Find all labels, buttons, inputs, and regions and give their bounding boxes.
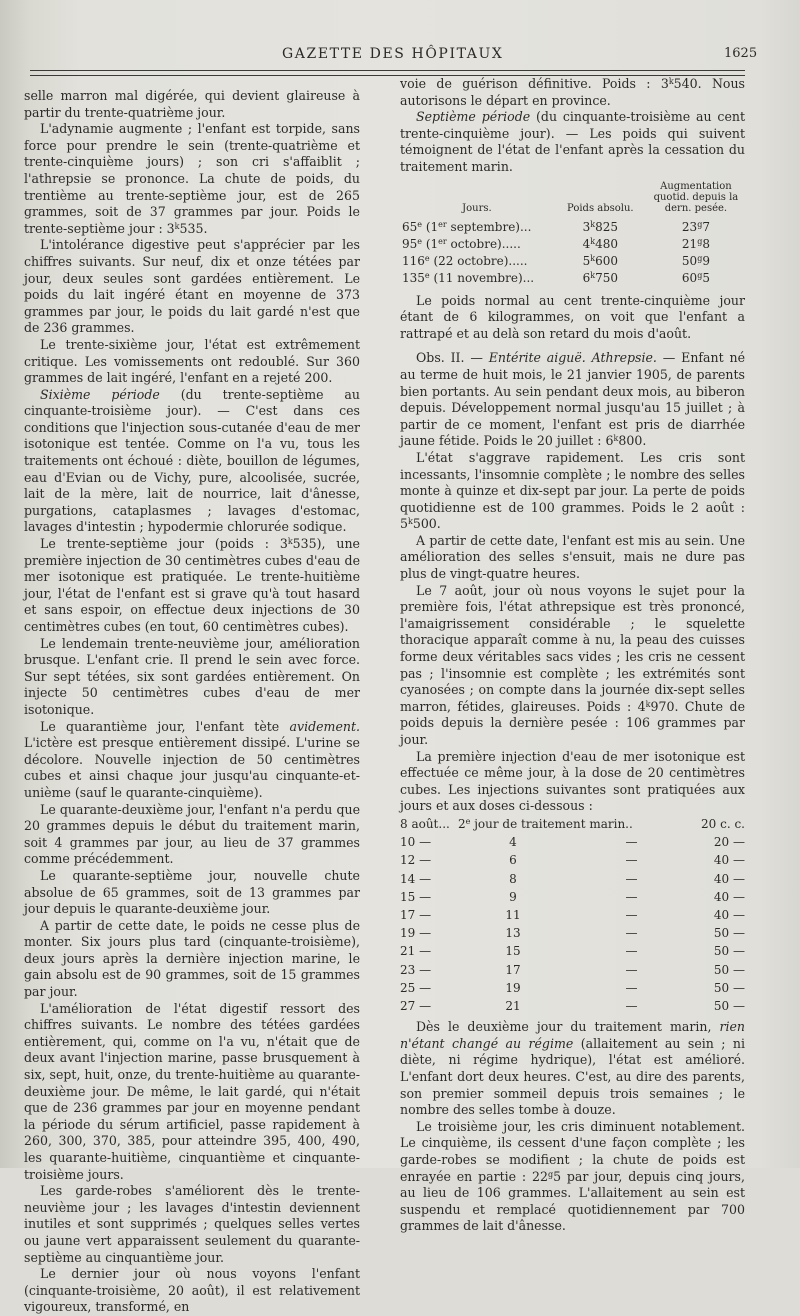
injection-cell: 21 —: [400, 944, 432, 959]
injection-cell: 17: [505, 962, 521, 977]
right-bottom-paragraph: Dès le deuxième jour du traitement marin, rien n'étant changé au régime (allaitement au sein ; ni diète, ni régime hydrique), l'état est amélioré. L'enfant dort deux heures. C'est, au dire des parents, son premier sommeil depuis trois semaines ; le nombre des selles tombe à douze.: [400, 1019, 745, 1118]
injection-row: [400, 924, 745, 942]
injection-cell: 20 —: [713, 835, 745, 850]
injection-cell: 12 —: [400, 853, 432, 868]
weights-row: [400, 253, 745, 270]
injection-cell: 9: [509, 889, 517, 904]
left-paragraph: selle marron mal digérée, qui devient glaireuse à partir du trente-quatrième jour.: [24, 88, 360, 120]
injection-row: [400, 961, 745, 979]
left-paragraph: L'intolérance digestive peut s'apprécier par les chiffres suivants. Sur neuf, dix et onze tétées par jour, deux seules sont gardées entièrement. Le poids du lait ingéré étant en moyenne de 373 grammes par jour, le poids du lait gardé n'est que de 236 grammes.: [24, 237, 360, 336]
injection-cell: 40 —: [713, 871, 745, 886]
injection-row: [400, 870, 745, 888]
injection-cell: 50 —: [713, 999, 745, 1013]
left-paragraph: A partir de cette date, le poids ne cesse plus de monter. Six jours plus tard (cinquante-troisième), deux jours après la dernière injection marine, le gain absolu est de 90 grammes, soit de 15 grammes par jour.: [24, 917, 360, 1000]
injection-row: [400, 979, 745, 997]
injection-cell: 40 —: [713, 907, 745, 922]
weights-value: 6$^k$750: [582, 270, 619, 285]
right-mid-paragraph: Le 7 août, jour où nous voyons le sujet pour la première fois, l'état athrepsique est très prononcé, l'amaigrissement considérable ; le squelette thoracique apparaît comme à nu, la peau des cuisses forme deux véritables sacs vides ; les cris ne cessent pas ; l'insomnie est complète ; les extrémités sont cyanosées ; on compte dans la journée dix-sept selles marron, fétides, glaireuses. Poids : 4$^k$970. Chute de poids depuis la dernière pesée : 106 grammes par jour.: [400, 582, 745, 747]
injection-cell: 15 —: [400, 889, 432, 904]
injection-cell: 50 —: [713, 926, 745, 941]
left-paragraph: Le dernier jour où nous voyons l'enfant (cinquante-troisième, 20 août), il est relativement vigoureux, transformé, en: [24, 1266, 360, 1315]
injection-cell: —: [625, 853, 638, 868]
left-paragraph: Le quarantième jour, l'enfant tète avidement. L'ictère est presque entièrement dissipé. L'urine se décolore. Nouvelle injection de 50 centimètres cubes et ainsi chaque jour jusqu'au cinquante-et-unième (sauf le quarante-cinquième).: [24, 718, 360, 800]
injection-cell: 20 c. c.: [701, 816, 745, 831]
weights-day: 116e (22 octobre).....: [402, 253, 528, 268]
right-mid-paragraph: Le poids normal au cent trente-cinquième jour étant de 6 kilogrammes, on voit que l'enfant a rattrapé et au delà son retard du mois d'août.: [400, 292, 745, 341]
injection-cell: 19 —: [400, 926, 432, 941]
injection-cell: 40 —: [713, 889, 745, 904]
page-header: [0, 44, 800, 64]
injection-cell: —: [625, 835, 638, 850]
injection-cell: 4: [509, 835, 517, 850]
injections-table: [400, 815, 745, 1015]
right-mid-paragraph: L'état s'aggrave rapidement. Les cris sont incessants, l'insomnie complète ; le nombre des selles monte à quinze et dix-sept par jour. La perte de poids quotidienne est de 100 grammes. Poids le 2 août : 5$^k$500.: [400, 449, 745, 532]
injection-cell: 50 —: [713, 980, 745, 995]
weights-header-weight: Poids absolu.: [567, 202, 634, 214]
injection-row: [400, 833, 745, 851]
left-paragraph: Le quarante-septième jour, nouvelle chute absolue de 65 grammes, soit de 13 grammes par jour depuis le quarante-deuxième jour.: [24, 867, 360, 917]
right-top-paragraph: Septième période (du cinquante-troisième au cent trente-cinquième jour). — Les poids qui suivent témoignent de l'état de l'enfant après la cessation du traitement marin.: [400, 109, 746, 174]
injection-cell: 10 —: [400, 835, 432, 850]
injection-cell: —: [625, 926, 638, 941]
injection-cell: 13: [505, 926, 521, 941]
left-paragraph: Le trente-sixième jour, l'état est extrêmement critique. Les vomissements ont redoublé. Sur 360 grammes de lait ingéré, l'enfant en a rejeté 200.: [24, 336, 360, 386]
journal-title: GAZETTE DES HÔPITAUX: [282, 46, 504, 62]
weights-header-days: Jours.: [462, 202, 492, 214]
injection-row: [400, 906, 745, 924]
weights-value: 5$^k$600: [582, 253, 619, 268]
right-column-bottom: [400, 1019, 745, 1235]
injection-row: [400, 942, 745, 960]
left-paragraph: Le quarante-deuxième jour, l'enfant n'a perdu que 20 grammes depuis le début du traitement marin, soit 4 grammes par jour, au lieu de 37 grammes comme précédemment.: [24, 801, 360, 867]
injection-cell: —: [625, 944, 638, 959]
injection-cell: 8 août...: [400, 816, 450, 831]
right-mid-paragraph: La première injection d'eau de mer isotonique est effectuée ce même jour, à la dose de 20 centimètres cubes. Les injections suivantes sont pratiquées aux jours et aux doses ci-dessous :: [400, 748, 745, 814]
weights-row: [400, 236, 745, 253]
weights-value: 3$^k$825: [582, 219, 619, 234]
injection-cell: 2e jour de traitement marin..: [458, 816, 633, 831]
weights-table: [400, 180, 745, 287]
injection-cell: 11: [505, 907, 521, 922]
injection-cell: 25 —: [400, 980, 432, 995]
weights-header-increase: Augmentation quotid. depuis la dern. pesée.: [653, 180, 739, 214]
left-paragraph: L'adynamie augmente ; l'enfant est torpide, sans force pour prendre le sein (trente-quatrième et trente-cinquième jours) ; son cri s'affaiblit ; l'athrepsie se prononce. La chute de poids, du trentième au trente-septième jour, est de 265 grammes, soit de 37 grammes par jour. Poids le trente-septième jour : 3$^k$535.: [24, 121, 360, 236]
injection-row: [400, 997, 745, 1015]
left-paragraph: Le lendemain trente-neuvième jour, amélioration brusque. L'enfant crie. Il prend le sein avec force. Sur sept tétées, six sont gardées entièrement. On injecte 50 centimètres cubes d'eau de mer isotonique.: [24, 635, 360, 717]
injection-cell: —: [625, 962, 638, 977]
injection-row: [400, 815, 745, 833]
injection-cell: —: [625, 889, 638, 904]
injection-cell: 6: [509, 853, 517, 868]
right-bottom-paragraph: Le troisième jour, les cris diminuent notablement. Le cinquième, ils cessent d'une façon complète ; les garde-robes se modifient ; la chute de poids est enrayée en partie : 22$^g$5 par jour, depuis cinq jours, au lieu de 106 grammes. L'allaitement au sein est suspendu et remplacé quotidiennement par 700 grammes de lait d'ânesse.: [400, 1118, 745, 1234]
weights-value: 4$^k$480: [582, 236, 619, 251]
injection-cell: —: [625, 871, 638, 886]
weights-increase: 50$^g$9: [681, 253, 710, 268]
injection-cell: —: [625, 999, 638, 1013]
injection-cell: 19: [505, 980, 521, 995]
right-mid-paragraph: Obs. II. — Entérite aiguë. Athrepsie. — Enfant né au terme de huit mois, le 21 janvier 1905, de parents bien portants. Au sein pendant deux mois, au biberon depuis. Développement normal jusqu'au 15 juillet ; à partir de ce moment, l'enfant est pris de diarrhée jaune fétide. Poids le 20 juillet : 6$^k$800.: [400, 350, 745, 449]
injection-cell: —: [625, 907, 638, 922]
header-rule: [30, 70, 745, 71]
injection-cell: 17 —: [400, 907, 432, 922]
left-paragraph: Sixième période (du trente-septième au cinquante-troisième jour). — C'est dans ces conditions que l'injection sous-cutanée d'eau de mer isotonique est tentée. Comme on l'a vu, tous les traitements ont échoué : diète, bouillon de légumes, eau d'Evian ou de Vichy, pure, alcoolisée, sucrée, lait de la mère, lait de nourrice, lait d'ânesse, purgations, cataplasmes ; lavages d'estomac, lavages d'intestin ; hypodermie chlorurée sodique.: [24, 386, 360, 535]
right-column-obs-ii: [400, 293, 745, 815]
injection-cell: 21: [505, 999, 521, 1013]
injection-cell: 15: [505, 944, 521, 959]
right-column: [400, 76, 745, 1235]
weights-day: 65e (1er septembre)...: [402, 219, 532, 234]
weights-increase: 23$^g$7: [681, 219, 710, 234]
weights-day: 95e (1er octobre).....: [402, 236, 521, 251]
injection-cell: 8: [509, 871, 517, 886]
left-column: [24, 88, 360, 1316]
injection-cell: —: [625, 980, 638, 995]
injection-cell: 50 —: [713, 944, 745, 959]
right-mid-paragraph: A partir de cette date, l'enfant est mis au sein. Une amélioration des selles s'ensuit, mais ne dure pas plus de vingt-quatre heures.: [400, 532, 745, 582]
injection-cell: 40 —: [713, 853, 745, 868]
injection-cell: 23 —: [400, 962, 432, 977]
weights-increase: 60$^g$5: [681, 270, 710, 285]
left-paragraph: L'amélioration de l'état digestif ressort des chiffres suivants. Le nombre des tétées gardées entièrement, qui, comme on l'a vu, n'était que de deux avant l'injection marine, passe brusquement à six, sept, huit, onze, du trente-huitième au quarante-deuxième jour. De même, le lait gardé, qui n'était que de 236 grammes par jour en moyenne pendant la période du sérum artificiel, passe rapidement à 260, 300, 370, 385, pour atteindre 395, 400, 490, les quarante-huitième, cinquantième et cinquante-troisième jours.: [24, 1000, 360, 1182]
injection-cell: 27 —: [400, 999, 432, 1013]
injection-cell: 14 —: [400, 871, 432, 886]
injection-row: [400, 888, 745, 906]
injection-row: [400, 851, 745, 869]
weights-row: [400, 270, 745, 287]
weights-row: [400, 219, 745, 236]
weights-increase: 21$^g$8: [681, 236, 710, 251]
right-column-top: [400, 76, 745, 176]
left-paragraph: Le trente-septième jour (poids : 3$^k$535), une première injection de 30 centimètres cubes d'eau de mer isotonique est pratiquée. Le trente-huitième jour, l'état de l'enfant est si grave qu'à tout hasard et sans espoir, on effectue deux injections de 30 centimètres cubes (en tout, 60 centimètres cubes).: [24, 536, 360, 634]
right-top-paragraph: voie de guérison définitive. Poids : 3$^k$540. Nous autorisons le départ en province.: [400, 76, 745, 108]
page-number: 1625: [724, 46, 758, 61]
injection-cell: 50 —: [713, 962, 745, 977]
weights-day: 135e (11 novembre)...: [402, 270, 535, 285]
left-paragraph: Les garde-robes s'améliorent dès le trente-neuvième jour ; les lavages d'intestin deviennent inutiles et sont supprimés ; quelques selles vertes ou jaune vert apparaissent seulement du quarante-septième au cinquantième jour.: [24, 1183, 360, 1265]
